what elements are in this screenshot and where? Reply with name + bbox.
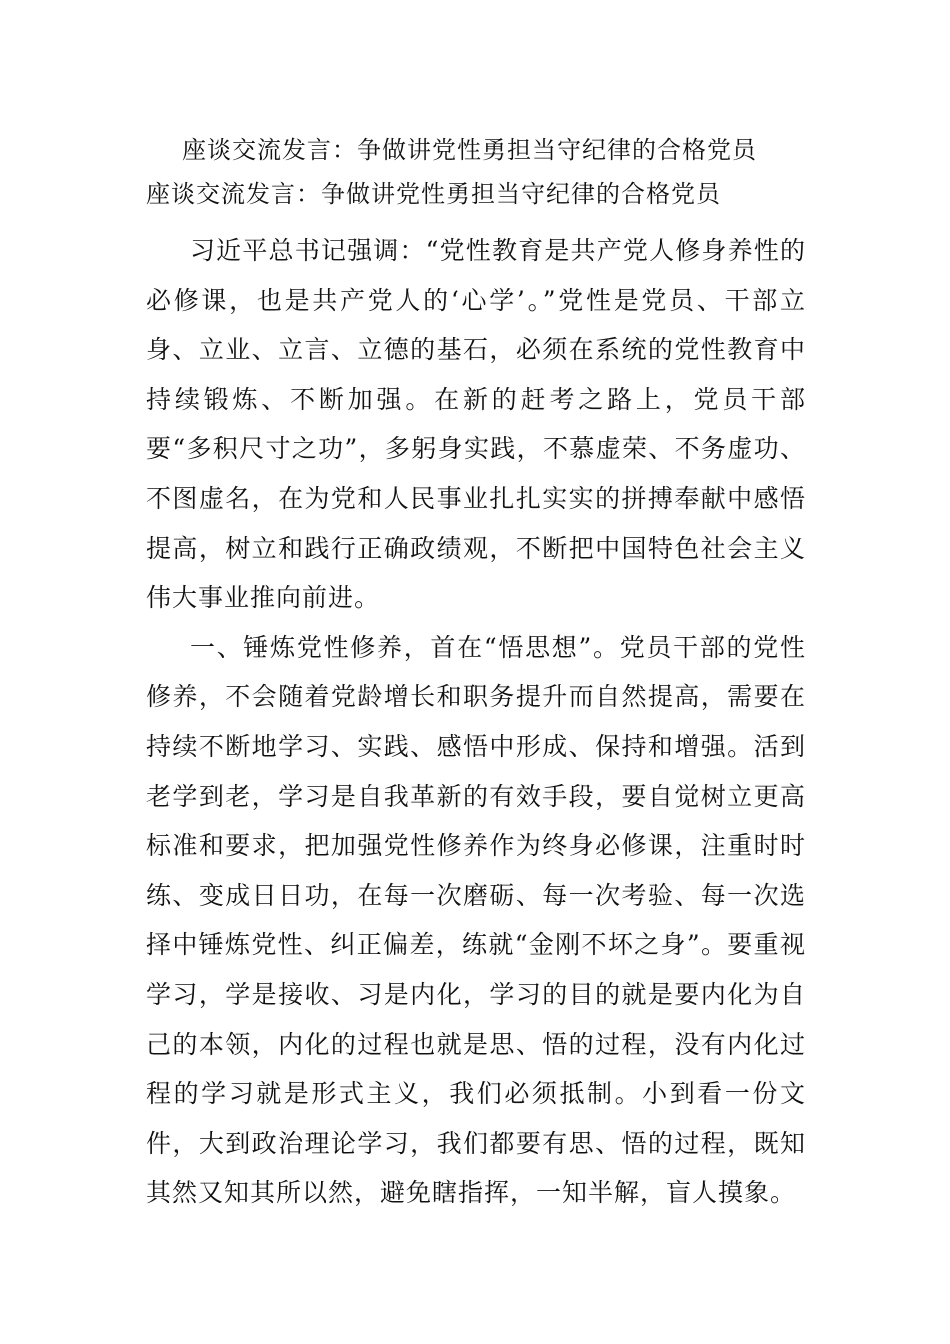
document-subtitle: 座谈交流发言：争做讲党性勇担当守纪律的合格党员 [146, 180, 721, 208]
document-title: 座谈交流发言：争做讲党性勇担当守纪律的合格党员 [182, 136, 757, 164]
paragraph-intro: 习近平总书记强调：“党性教育是共产党人修身养性的必修课，也是共产党人的‘心学’。”党性是党员、干部立身、立业、立言、立德的基石，必须在系统的党性教育中持续锻炼、不断加强。在新的赶考之路上，党员干部要“多积尺寸之功”，多躬身实践，不慕虚荣、不务虚功、不图虚名，在为党和人民事业扎扎实实的拼搏奉献中感悟提高，树立和践行正确政绩观，不断把中国特色社会主义伟大事业推向前进。 [146, 236, 806, 613]
paragraph-section-one: 一、锤炼党性修养，首在“悟思想”。党员干部的党性修养，不会随着党龄增长和职务提升而自然提高，需要在持续不断地学习、实践、感悟中形成、保持和增强。活到老学到老，学习是自我革新的有效手段，要自觉树立更高标准和要求，把加强党性修养作为终身必修课，注重时时练、变成日日功，在每一次磨砺、每一次考验、每一次选择中锤炼党性、纠正偏差，练就“金刚不坏之身”。要重视学习，学是接收、习是内化，学习的目的就是要内化为自己的本领，内化的过程也就是思、悟的过程，没有内化过程的学习就是形式主义，我们必须抵制。小到看一份文件，大到政治理论学习，我们都要有思、悟的过程，既知其然又知其所以然，避免瞎指挥，一知半解，盲人摸象。 [146, 632, 806, 1208]
document-body [146, 128, 806, 1218]
